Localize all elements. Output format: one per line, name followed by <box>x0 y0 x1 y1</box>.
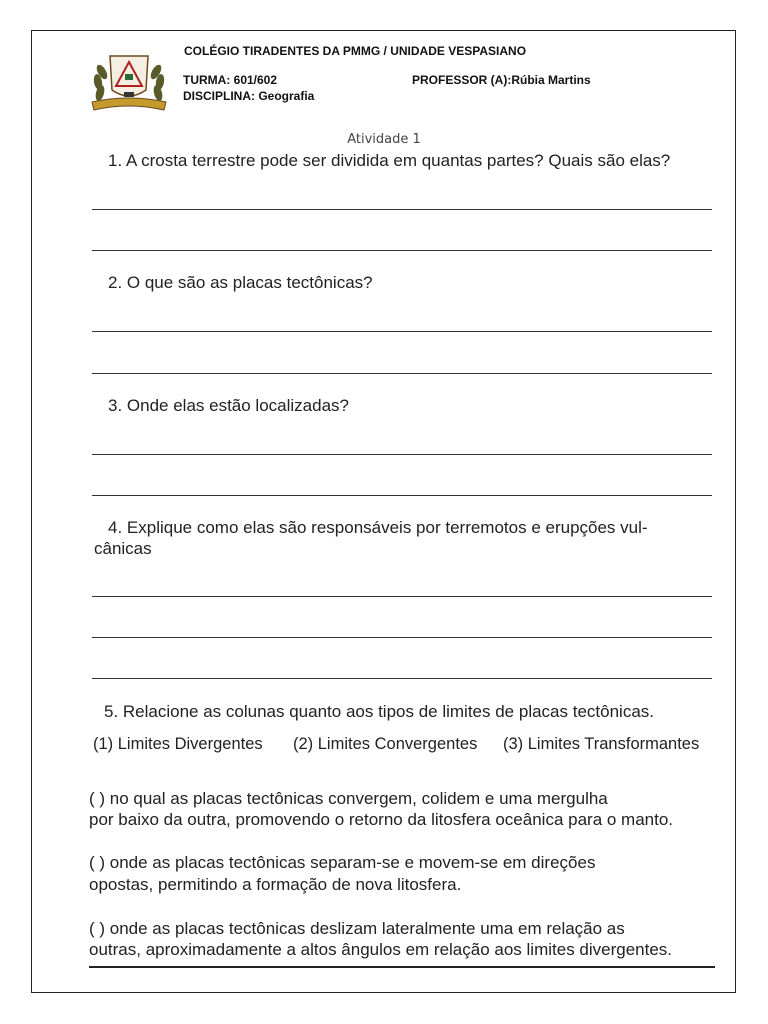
disciplina-label: DISCIPLINA: Geografia <box>183 89 315 103</box>
answer-line[interactable] <box>92 331 712 332</box>
question-4-line-2: cânicas <box>94 539 152 558</box>
page-border <box>31 30 736 993</box>
answer-line[interactable] <box>92 454 712 455</box>
answer-line[interactable] <box>92 678 712 679</box>
professor-label: PROFESSOR (A):Rúbia Martins <box>412 73 591 87</box>
statement-1-line-1: ( ) no qual as placas tectônicas convergem, colidem e uma mergulha <box>89 789 608 808</box>
question-2: 2. O que são as placas tectônicas? <box>108 273 373 292</box>
answer-line[interactable] <box>92 596 712 597</box>
bottom-rule <box>89 966 715 968</box>
option-2: (2) Limites Convergentes <box>293 735 478 753</box>
statement-1-line-2: por baixo da outra, promovendo o retorno da litosfera oceânica para o manto. <box>89 810 674 829</box>
question-3: 3. Onde elas estão localizadas? <box>108 396 349 415</box>
statement-3-line-2: outras, aproximadamente a altos ângulos em relação aos limites divergentes. <box>89 940 673 959</box>
option-3: (3) Limites Transformantes <box>503 735 700 753</box>
turma-label: TURMA: 601/602 <box>183 73 278 87</box>
activity-title: Atividade 1 <box>347 132 421 147</box>
answer-line[interactable] <box>92 250 712 251</box>
question-5: 5. Relacione as colunas quanto aos tipos de limites de placas tectônicas. <box>104 702 654 721</box>
answer-line[interactable] <box>92 209 712 210</box>
option-1: (1) Limites Divergentes <box>93 735 263 753</box>
answer-line[interactable] <box>92 373 712 374</box>
question-4-line-1: 4. Explique como elas são responsáveis por terremotos e erupções vul- <box>108 518 648 537</box>
school-name: COLÉGIO TIRADENTES DA PMMG / UNIDADE VESPASIANO <box>184 44 527 58</box>
answer-line[interactable] <box>92 637 712 638</box>
school-crest-logo <box>88 50 170 116</box>
statement-2-line-1: ( ) onde as placas tectônicas separam-se e movem-se em direções <box>89 853 596 872</box>
answer-line[interactable] <box>92 495 712 496</box>
statement-2-line-2: opostas, permitindo a formação de nova litosfera. <box>89 875 462 894</box>
question-1: 1. A crosta terrestre pode ser dividida em quantas partes? Quais são elas? <box>108 151 671 170</box>
statement-3-line-1: ( ) onde as placas tectônicas deslizam lateralmente uma em relação as <box>89 919 625 938</box>
